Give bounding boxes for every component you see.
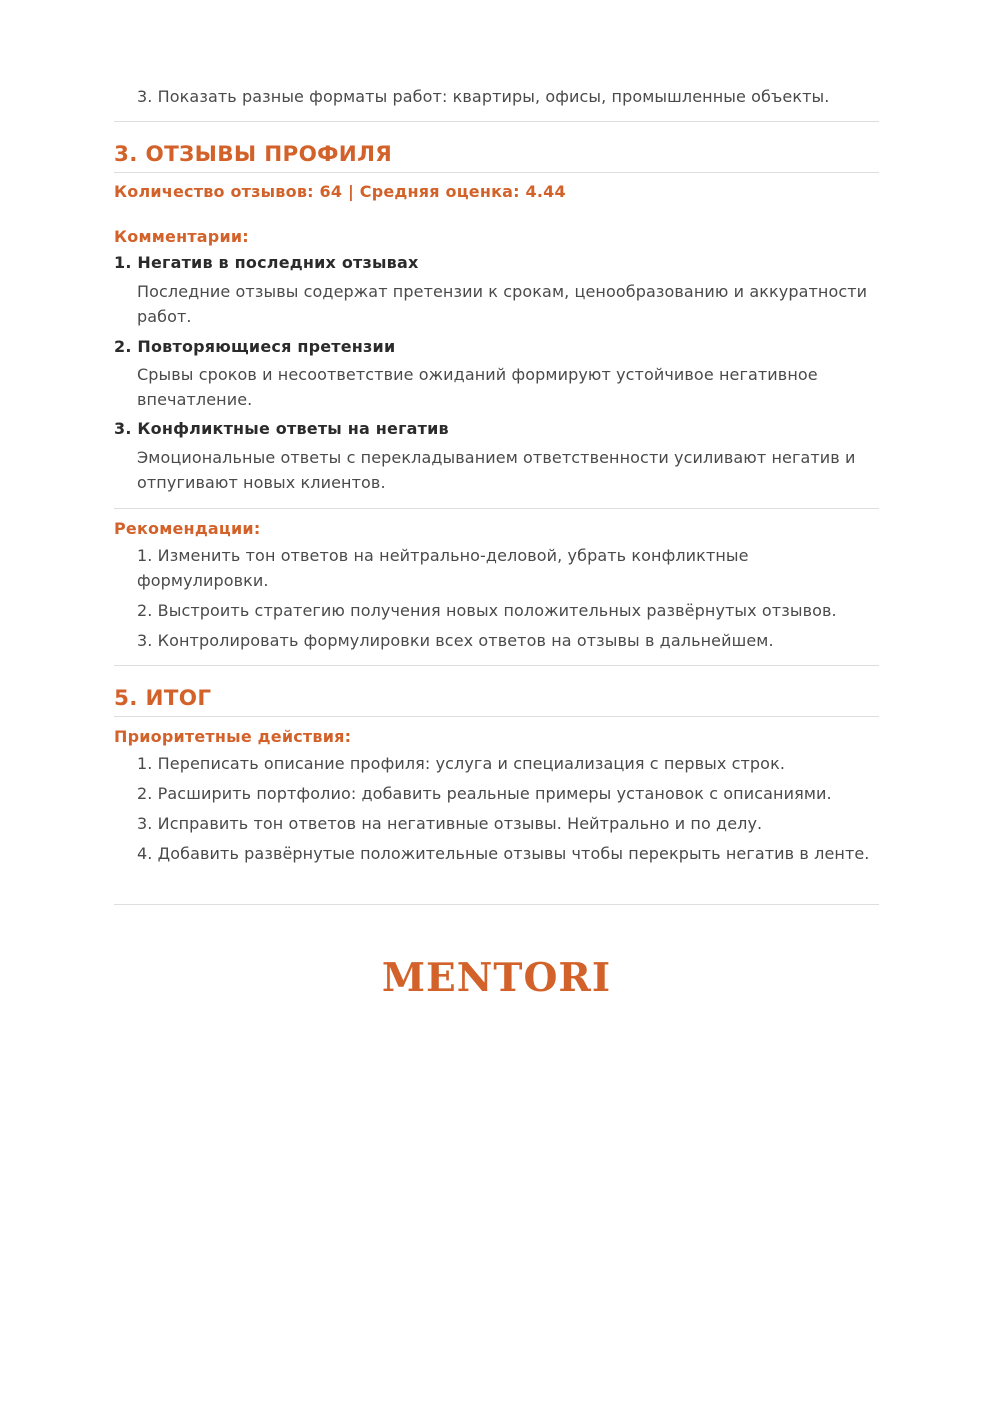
divider <box>114 904 879 905</box>
comments-heading: Комментарии: <box>114 227 249 246</box>
reviews-section-title: 3. ОТЗЫВЫ ПРОФИЛЯ <box>114 142 393 167</box>
reviews-summary: Количество отзывов: 64 | Средняя оценка: 4.44 <box>114 182 566 201</box>
action-item: 2. Расширить портфолио: добавить реальные примеры установок с описаниями. <box>137 784 832 803</box>
previous-section-last-item: 3. Показать разные форматы работ: квартиры, офисы, промышленные объекты. <box>137 87 830 106</box>
action-item: 1. Переписать описание профиля: услуга и специализация с первых строк. <box>137 754 786 773</box>
divider <box>114 665 879 666</box>
comment-text: Последние отзывы содержат претензии к срокам, ценообразованию и аккуратности работ. <box>137 282 868 326</box>
comment-title: 1. Негатив в последних отзывах <box>114 253 419 272</box>
action-item: 4. Добавить развёрнутые положительные отзывы чтобы перекрыть негатив в ленте. <box>137 844 870 863</box>
divider <box>114 508 879 509</box>
comment-text: Срывы сроков и несоответствие ожиданий формируют устойчивое негативное впечатление. <box>137 365 818 409</box>
comment-title: 3. Конфликтные ответы на негатив <box>114 419 449 438</box>
recommendation-item: 2. Выстроить стратегию получения новых положительных развёрнутых отзывов. <box>137 601 837 620</box>
comment-text: Эмоциональные ответы с перекладыванием ответственности усиливают негатив и отпугивают новых клиентов. <box>137 448 856 492</box>
divider <box>114 121 879 122</box>
recommendation-item: 3. Контролировать формулировки всех ответов на отзывы в дальнейшем. <box>137 631 774 650</box>
action-item: 3. Исправить тон ответов на негативные отзывы. Нейтрально и по делу. <box>137 814 763 833</box>
mentori-logo: MENTORI <box>381 955 612 1001</box>
summary-section-title: 5. ИТОГ <box>114 686 212 711</box>
recommendation-item: 1. Изменить тон ответов на нейтрально-деловой, убрать конфликтные формулировки. <box>137 546 749 590</box>
section-title-underline <box>114 172 879 173</box>
section-title-underline <box>114 716 879 717</box>
comment-title: 2. Повторяющиеся претензии <box>114 337 396 356</box>
recommendations-heading: Рекомендации: <box>114 519 261 538</box>
priority-heading: Приоритетные действия: <box>114 727 352 746</box>
